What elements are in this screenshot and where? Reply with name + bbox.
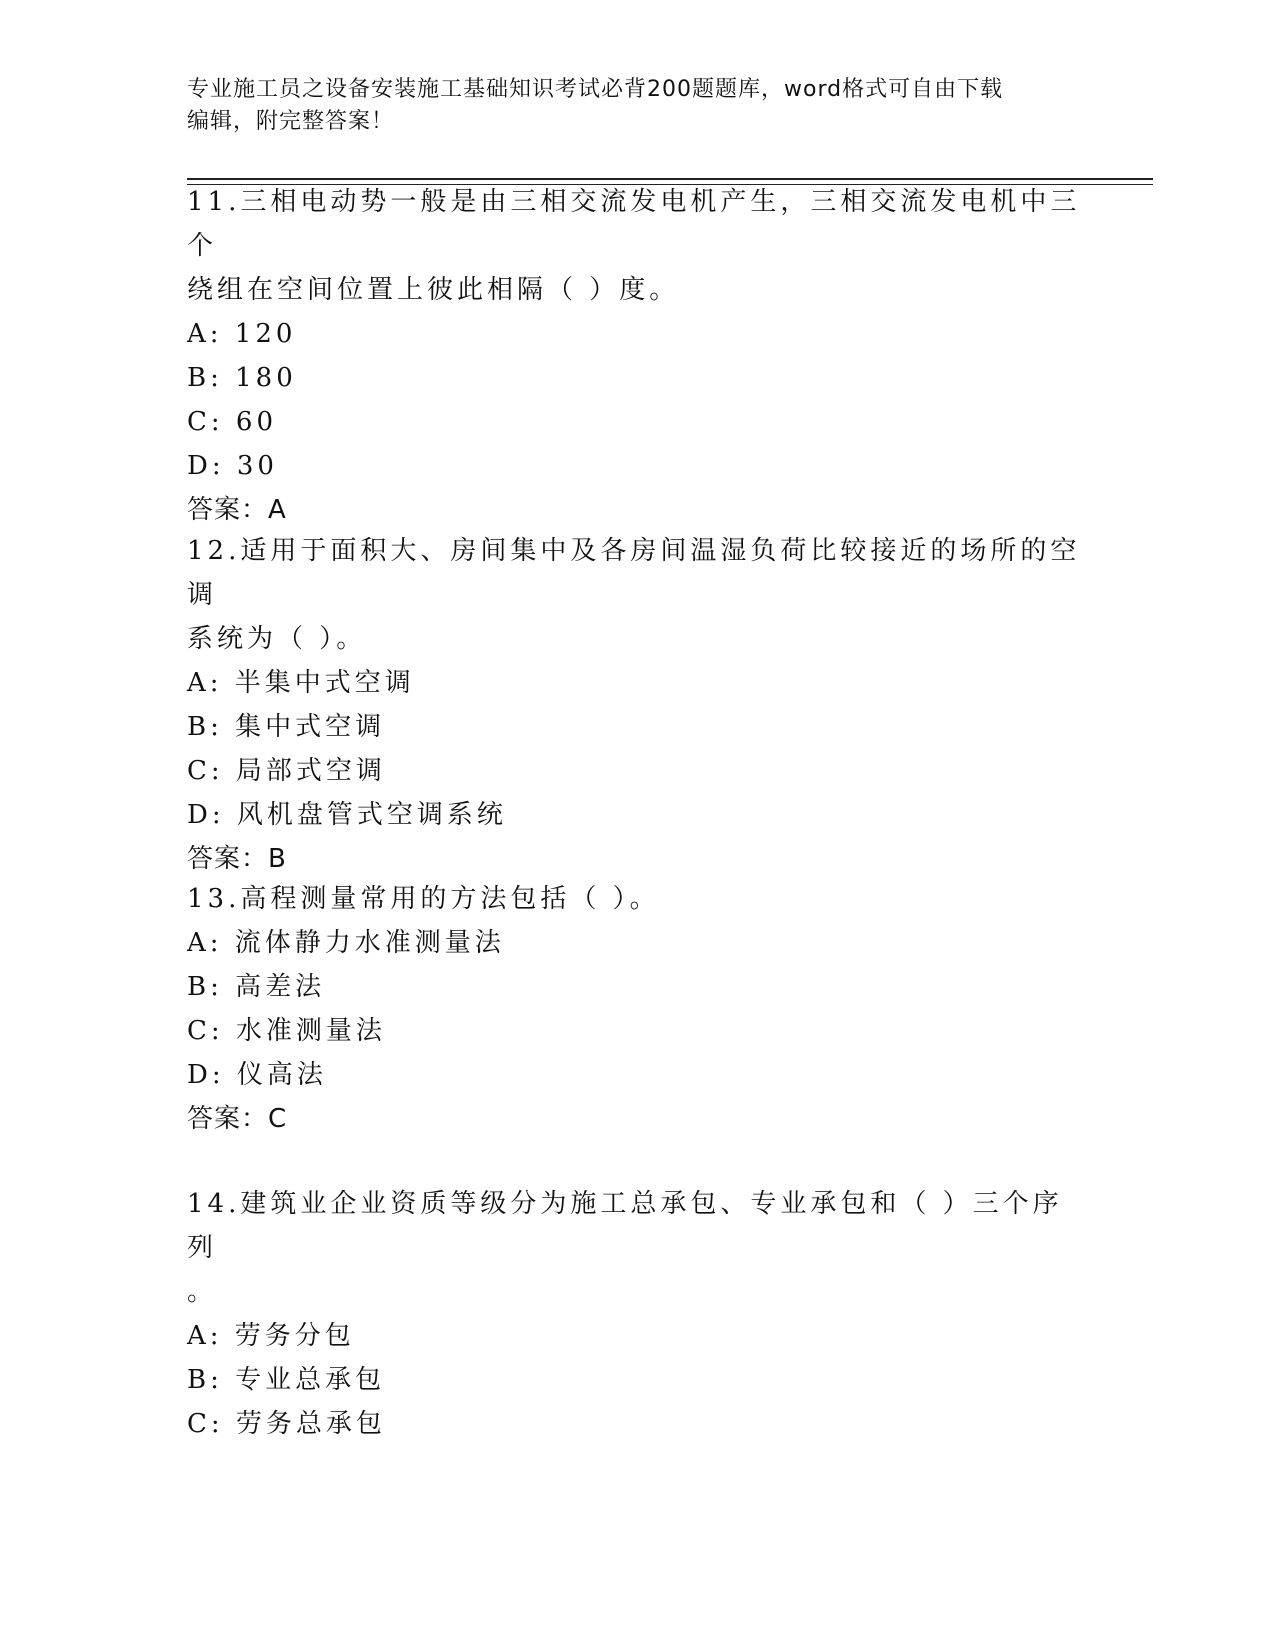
question-stem-continued: 。 [187, 1277, 218, 1307]
question-stem: 11.三相电动势一般是由三相交流发电机产生，三相交流发电机中三个 [187, 187, 1081, 261]
question-14 [187, 1182, 1087, 1446]
option-c: C: 60 [187, 407, 278, 437]
answer: 答案：C [187, 1104, 288, 1134]
option-d: D: 风机盘管式空调系统 [187, 800, 507, 830]
option-b: B: 集中式空调 [187, 712, 386, 742]
option-a: A: 半集中式空调 [187, 668, 415, 698]
question-stem: 13.高程测量常用的方法包括（ ）。 [187, 884, 660, 914]
option-a: A: 劳务分包 [187, 1321, 355, 1351]
question-stem: 12.适用于面积大、房间集中及各房间温湿负荷比较接近的场所的空调 [187, 536, 1081, 610]
header-line-2: 编辑，附完整答案！ [187, 109, 395, 134]
option-c: C: 局部式空调 [187, 756, 386, 786]
option-c: C: 劳务总承包 [187, 1409, 386, 1439]
header-line-1: 专业施工员之设备安装施工基础知识考试必背200题题库，word格式可自由下载 [187, 77, 1004, 102]
question-12 [187, 529, 1087, 881]
option-b: B: 专业总承包 [187, 1365, 386, 1395]
option-a: A: 120 [187, 319, 297, 349]
option-b: B: 高差法 [187, 972, 326, 1002]
option-d: D: 仪高法 [187, 1060, 327, 1090]
option-c: C: 水准测量法 [187, 1016, 386, 1046]
question-13 [187, 877, 1087, 1141]
question-11 [187, 180, 1087, 532]
question-stem-continued: 系统为（ ）。 [187, 624, 367, 654]
option-a: A: 流体静力水准测量法 [187, 928, 505, 958]
option-b: B: 180 [187, 363, 297, 393]
answer: 答案：A [187, 495, 287, 525]
document-header [187, 74, 1067, 138]
question-stem: 14.建筑业企业资质等级分为施工总承包、专业承包和（ ）三个序列 [187, 1189, 1063, 1263]
option-d: D: 30 [187, 451, 278, 481]
answer: 答案：B [187, 844, 287, 874]
question-stem-continued: 绕组在空间位置上彼此相隔（ ）度。 [187, 275, 680, 305]
